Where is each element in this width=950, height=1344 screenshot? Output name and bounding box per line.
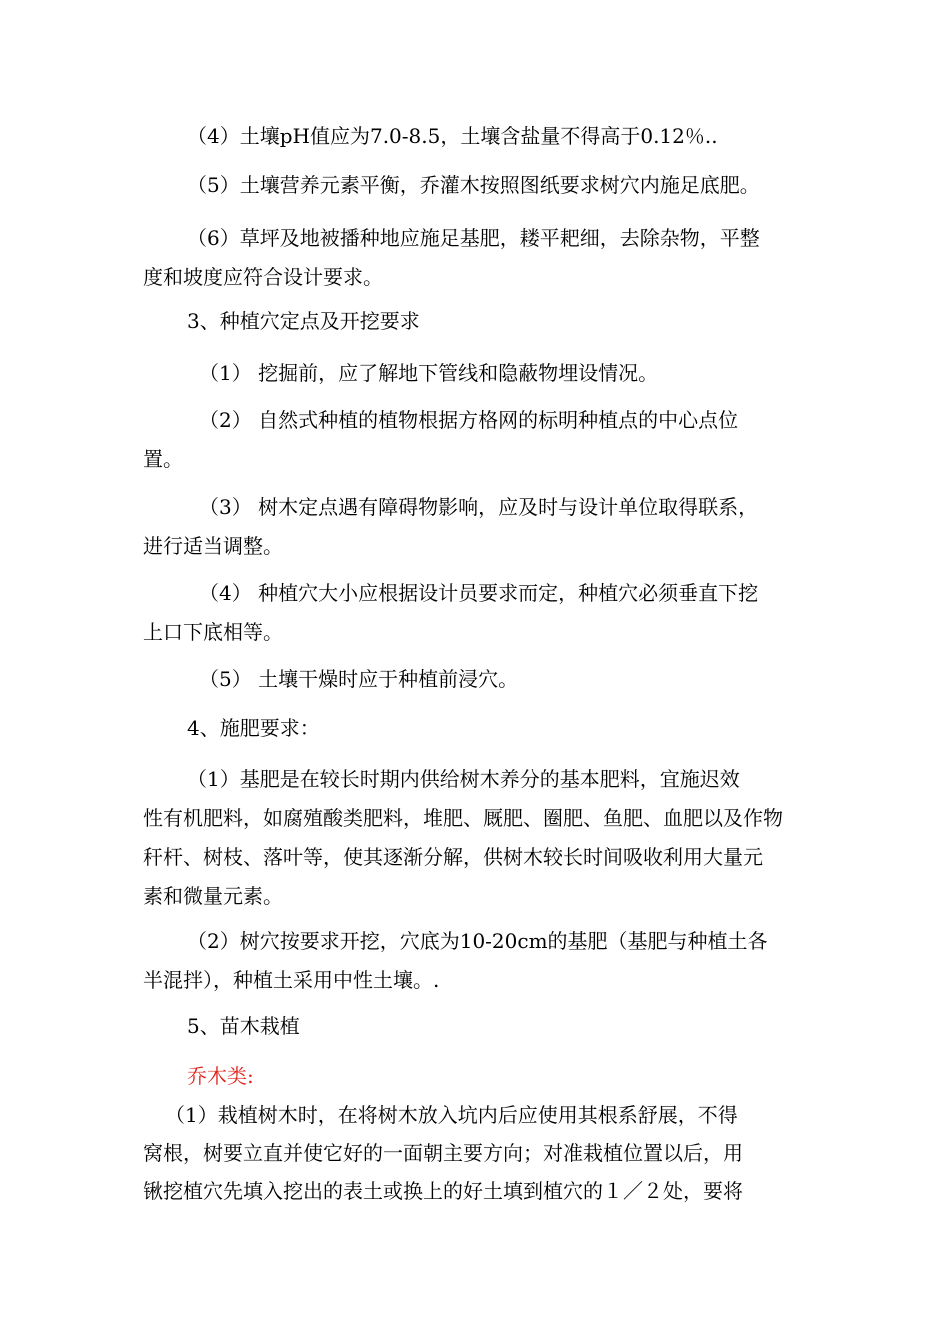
paragraph-pit-4: （4） 种植穴大小应根据设计员要求而定，种植穴必须垂直下挖 上口下底相等。 [143,581,759,644]
paragraph-pit-2: （2） 自然式种植的植物根据方格网的标明种植点的中心点位 置。 [143,408,739,471]
subheading-trees: 乔木类: [187,1064,254,1088]
paragraph-fertilizer-2: （2）树穴按要求开挖，穴底为10-20cm的基肥（基肥与种植土各 半混拌），种植土采用中性土壤。. [143,929,768,992]
paragraph-fertilizer-1: （1）基肥是在较长时期内供给树木养分的基本肥料，宜施迟效 性有机肥料，如腐殖酸类肥料，堆肥、厩肥、圈肥、鱼肥、血肥以及作物 秆杆、树枝、落叶等，使其逐渐分解，供树木较长时间吸收利用大量元 素和微量元素。 [143,767,783,908]
heading-section-5: 5、苗木栽植 [187,1014,300,1038]
heading-section-4: 4、施肥要求： [187,716,320,740]
heading-section-3: 3、种植穴定点及开挖要求 [187,309,420,333]
paragraph-lawn-seeding: （6）草坪及地被播种地应施足基肥，耧平耙细，去除杂物，平整 度和坡度应符合设计要求。 [143,226,760,289]
paragraph-pit-1: （1） 挖掘前，应了解地下管线和隐蔽物埋设情况。 [199,361,659,385]
paragraph-pit-3: （3） 树木定点遇有障碍物影响，应及时与设计单位取得联系， 进行适当调整。 [143,495,759,558]
paragraph-ph-requirement: （4）土壤pH值应为7.0-8.5，土壤含盐量不得高于0.12％.. [187,124,718,148]
paragraph-pit-5: （5） 土壤干燥时应于种植前浸穴。 [199,667,519,691]
paragraph-tree-planting: （1）栽植树木时，在将树木放入坑内后应使用其根系舒展，不得 窝根，树要立直并使它好的一面朝主要方向；对准栽植位置以后，用 锹挖植穴先填入挖出的表土或换上的好土填到植穴的１／２处，要将 [143,1103,743,1203]
paragraph-nutrients: （5）土壤营养元素平衡，乔灌木按照图纸要求树穴内施足底肥。 [187,173,760,197]
